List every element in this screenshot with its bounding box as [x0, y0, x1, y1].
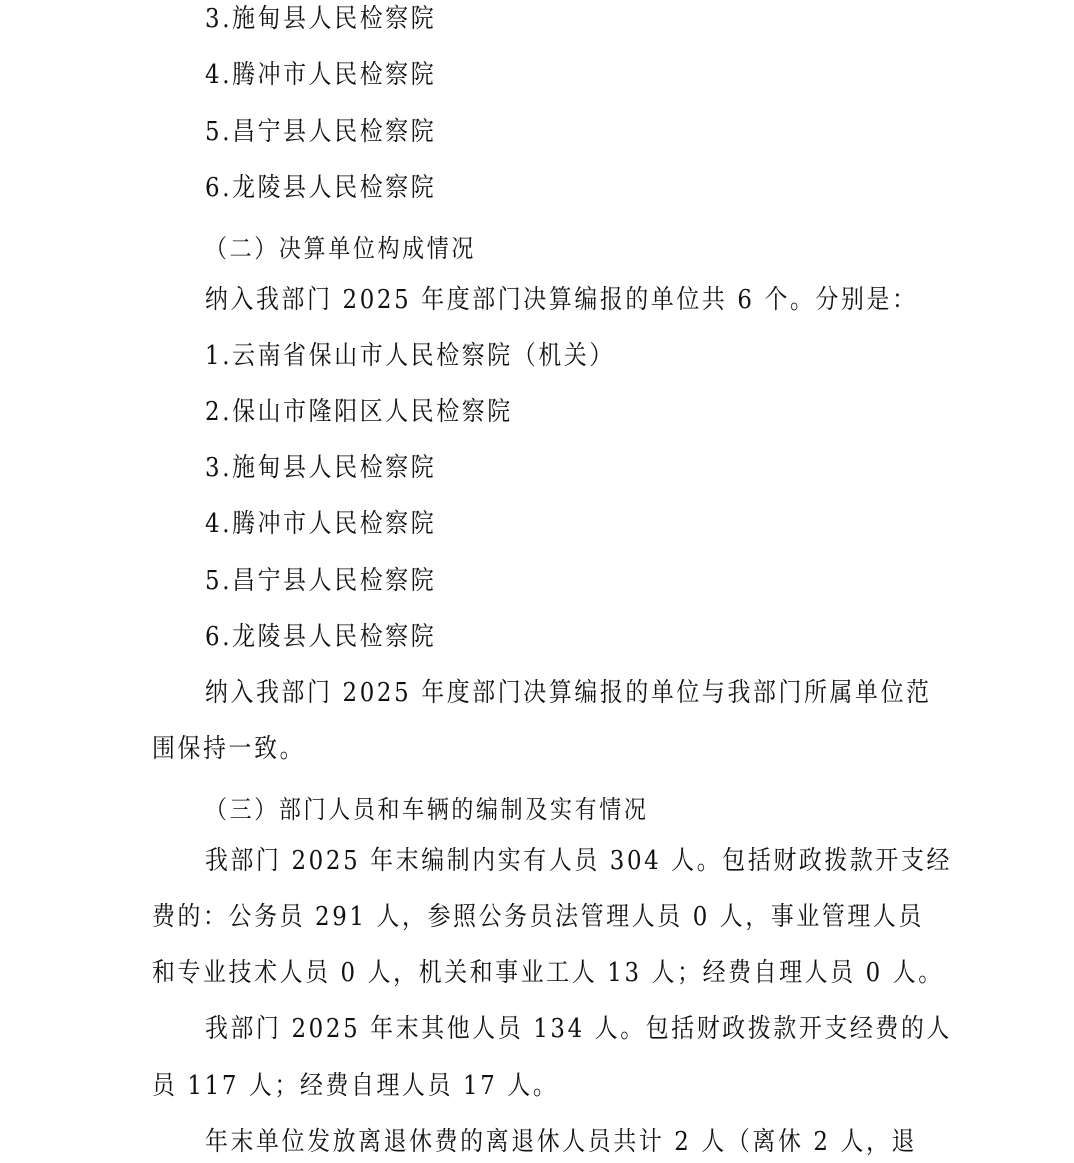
list-item: 6.龙陵县人民检察院	[205, 173, 437, 203]
section-heading: （三）部门人员和车辆的编制及实有情况	[205, 795, 649, 824]
list-item: 5.昌宁县人民检察院	[205, 117, 437, 147]
list-item: 6.龙陵县人民检察院	[205, 622, 437, 652]
list-item: 1.云南省保山市人民检察院（机关）	[205, 341, 615, 371]
paragraph-line: 和专业技术人员 0 人，机关和事业工人 13 人；经费自理人员 0 人。	[152, 958, 944, 988]
section-heading: （二）决算单位构成情况	[205, 234, 477, 263]
list-item: 5.昌宁县人民检察院	[205, 566, 437, 596]
paragraph-line: 纳入我部门 2025 年度部门决算编报的单位与我部门所属单位范	[205, 678, 932, 708]
paragraph-line: 纳入我部门 2025 年度部门决算编报的单位共 6 个。分别是：	[205, 285, 918, 315]
paragraph-line: 我部门 2025 年末编制内实有人员 304 人。包括财政拨款开支经	[205, 846, 952, 876]
list-item: 4.腾冲市人民检察院	[205, 509, 437, 539]
paragraph-line: 围保持一致。	[152, 734, 306, 764]
paragraph-line: 员 117 人；经费自理人员 17 人。	[152, 1071, 559, 1101]
list-item: 3.施甸县人民检察院	[205, 453, 437, 483]
paragraph-line: 年末单位发放离退休费的离退休人员共计 2 人（离休 2 人，退	[205, 1127, 918, 1157]
paragraph-line: 费的：公务员 291 人，参照公务员法管理人员 0 人，事业管理人员	[152, 902, 924, 932]
paragraph-line: 我部门 2025 年末其他人员 134 人。包括财政拨款开支经费的人	[205, 1014, 952, 1044]
list-item: 4.腾冲市人民检察院	[205, 60, 437, 90]
list-item: 2.保山市隆阳区人民检察院	[205, 397, 513, 427]
list-item: 3.施甸县人民检察院	[205, 4, 437, 34]
